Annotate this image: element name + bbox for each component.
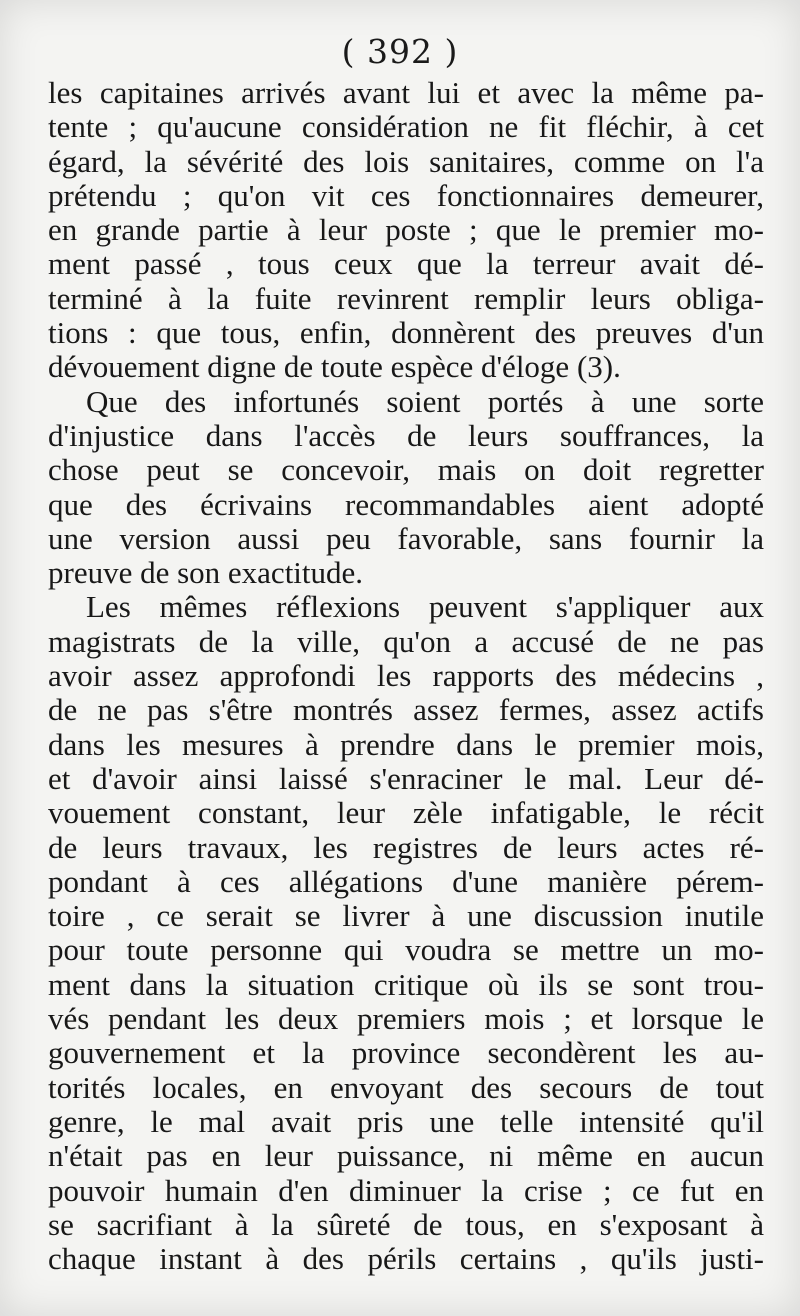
text-line: torités locales, en envoyant des secours de tout bbox=[48, 1070, 764, 1105]
text-line: vés pendant les deux premiers mois ; et lorsque le bbox=[48, 1002, 764, 1037]
text-line: et d'avoir ainsi laissé s'enraciner le mal. Leur dé- bbox=[48, 761, 764, 796]
text-line: une version aussi peu favorable, sans fournir la bbox=[48, 521, 764, 556]
text-line: gouvernement et la province secondèrent les au- bbox=[48, 1036, 764, 1071]
text-line: vouement constant, leur zèle infatigable, le récit bbox=[48, 796, 764, 831]
text-line: Que des infortunés soient portés à une sorte bbox=[86, 384, 764, 419]
text-line: preuve de son exactitude. bbox=[48, 556, 364, 591]
body-text bbox=[48, 76, 764, 1276]
text-line: genre, le mal avait pris une telle intensité qu'il bbox=[48, 1104, 764, 1139]
text-line: ment dans la situation critique où ils se sont trou- bbox=[48, 967, 764, 1002]
text-line: de leurs travaux, les registres de leurs actes ré- bbox=[48, 830, 764, 865]
text-line: n'était pas en leur puissance, ni même en aucun bbox=[48, 1139, 764, 1174]
text-line: dans les mesures à prendre dans le premier mois, bbox=[48, 727, 764, 762]
text-line: avoir assez approfondi les rapports des médecins , bbox=[48, 659, 764, 694]
text-line: terminé à la fuite revinrent remplir leurs obliga- bbox=[48, 281, 764, 316]
text-line: Les mêmes réflexions peuvent s'appliquer aux bbox=[86, 590, 764, 625]
text-line: de ne pas s'être montrés assez fermes, assez actifs bbox=[48, 693, 764, 728]
text-line: tente ; qu'aucune considération ne fit fléchir, à cet bbox=[48, 110, 764, 145]
text-line: chaque instant à des périls certains , qu'ils justi- bbox=[48, 1242, 764, 1277]
text-line: pondant à ces allégations d'une manière pérem- bbox=[48, 864, 764, 899]
text-line: d'injustice dans l'accès de leurs souffrances, la bbox=[48, 418, 764, 453]
page-number: ( 392 ) bbox=[341, 32, 459, 71]
text-line: en grande partie à leur poste ; que le premier mo- bbox=[48, 213, 764, 248]
text-line: toire , ce serait se livrer à une discussion inutile bbox=[48, 899, 764, 934]
text-line: tions : que tous, enfin, donnèrent des preuves d'un bbox=[48, 316, 764, 351]
text-line: ment passé , tous ceux que la terreur avait dé- bbox=[48, 247, 764, 282]
text-line: chose peut se concevoir, mais on doit regretter bbox=[48, 453, 764, 488]
text-line: les capitaines arrivés avant lui et avec la même pa- bbox=[48, 76, 764, 110]
text-line: prétendu ; qu'on vit ces fonctionnaires demeurer, bbox=[48, 178, 764, 213]
text-line: se sacrifiant à la sûreté de tous, en s'exposant à bbox=[48, 1207, 764, 1242]
text-line: pour toute personne qui voudra se mettre un mo- bbox=[48, 933, 764, 968]
text-line: pouvoir humain d'en diminuer la crise ; ce fut en bbox=[48, 1173, 764, 1208]
text-line: dévouement digne de toute espèce d'éloge (3). bbox=[48, 350, 621, 385]
text-line: magistrats de la ville, qu'on a accusé de ne pas bbox=[48, 624, 764, 659]
text-line: que des écrivains recommandables aient adopté bbox=[48, 487, 764, 522]
text-line: égard, la sévérité des lois sanitaires, comme on l'a bbox=[48, 144, 764, 179]
